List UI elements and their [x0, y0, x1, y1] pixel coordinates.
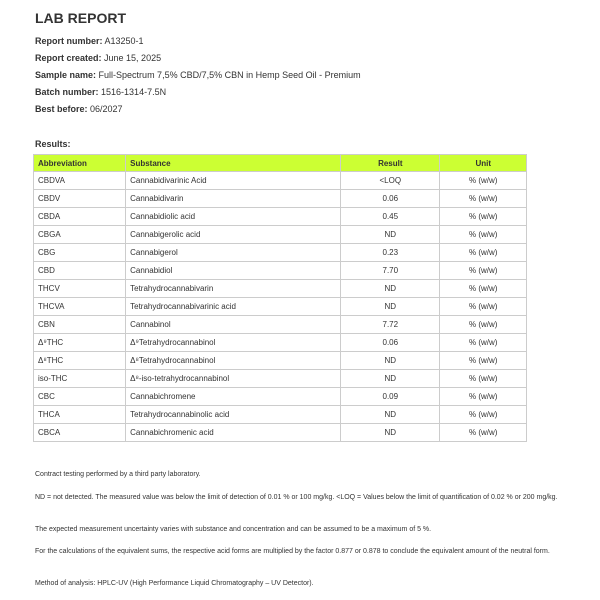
cell-result: ND	[341, 424, 440, 442]
cell-substance: Cannabichromenic acid	[126, 424, 341, 442]
cell-unit: % (w/w)	[440, 208, 527, 226]
cell-result: 0.06	[341, 334, 440, 352]
cell-abbreviation: CBDA	[34, 208, 126, 226]
note-equivalent-sums: For the calculations of the equivalent sums, the respective acid forms are multiplied by the factor 0.877 or 0.878 to conclude the equivalent amount of the neutral form.	[35, 548, 550, 555]
meta-value: A13250-1	[104, 36, 144, 46]
cell-abbreviation: CBC	[34, 388, 126, 406]
cell-substance: Cannabigerol	[126, 244, 341, 262]
meta-value: June 15, 2025	[104, 53, 162, 63]
note-contract-testing: Contract testing performed by a third party laboratory.	[35, 471, 201, 478]
meta-sample-name	[35, 70, 361, 80]
cell-result: ND	[341, 370, 440, 388]
cell-substance: Cannabidiolic acid	[126, 208, 341, 226]
cell-substance: Tetrahydrocannabivarinic acid	[126, 298, 341, 316]
cell-result: 7.70	[341, 262, 440, 280]
cell-abbreviation: THCA	[34, 406, 126, 424]
cell-substance: Tetrahydrocannabinolic acid	[126, 406, 341, 424]
cell-substance: Cannabidivarinic Acid	[126, 172, 341, 190]
cell-result: 0.23	[341, 244, 440, 262]
cell-substance: Cannabigerolic acid	[126, 226, 341, 244]
meta-report-created	[35, 53, 161, 63]
cell-abbreviation: Δ⁸THC	[34, 352, 126, 370]
results-table	[33, 154, 527, 442]
table-row	[34, 190, 527, 208]
table-row	[34, 244, 527, 262]
cell-abbreviation: CBDVA	[34, 172, 126, 190]
cell-unit: % (w/w)	[440, 352, 527, 370]
cell-unit: % (w/w)	[440, 280, 527, 298]
meta-value: Full-Spectrum 7,5% CBD/7,5% CBN in Hemp Seed Oil - Premium	[98, 70, 361, 80]
cell-unit: % (w/w)	[440, 424, 527, 442]
table-header-row	[34, 155, 527, 172]
cell-substance: Tetrahydrocannabivarin	[126, 280, 341, 298]
table-row	[34, 388, 527, 406]
table-row	[34, 208, 527, 226]
results-heading: Results:	[35, 139, 71, 149]
cell-result: ND	[341, 298, 440, 316]
cell-result: <LOQ	[341, 172, 440, 190]
cell-substance: Cannabidiol	[126, 262, 341, 280]
meta-label: Sample name:	[35, 70, 97, 80]
cell-unit: % (w/w)	[440, 190, 527, 208]
cell-unit: % (w/w)	[440, 226, 527, 244]
header-unit: Unit	[440, 155, 527, 172]
meta-batch-number	[35, 87, 166, 97]
header-abbreviation: Abbreviation	[34, 155, 126, 172]
cell-abbreviation: iso-THC	[34, 370, 126, 388]
cell-result: 7.72	[341, 316, 440, 334]
cell-unit: % (w/w)	[440, 262, 527, 280]
meta-label: Batch number:	[35, 87, 99, 97]
meta-label: Report number:	[35, 36, 103, 46]
table-row	[34, 352, 527, 370]
cell-unit: % (w/w)	[440, 172, 527, 190]
table-row	[34, 424, 527, 442]
table-row	[34, 172, 527, 190]
cell-abbreviation: CBGA	[34, 226, 126, 244]
meta-label: Report created:	[35, 53, 102, 63]
table-row	[34, 316, 527, 334]
note-method: Method of analysis: HPLC-UV (High Performance Liquid Chromatography – UV Detector).	[35, 580, 314, 587]
cell-abbreviation: CBN	[34, 316, 126, 334]
cell-unit: % (w/w)	[440, 298, 527, 316]
cell-result: 0.45	[341, 208, 440, 226]
table-row	[34, 262, 527, 280]
report-title: LAB REPORT	[35, 10, 126, 26]
cell-substance: Δ⁹Tetrahydrocannabinol	[126, 334, 341, 352]
cell-result: ND	[341, 406, 440, 424]
cell-substance: Cannabichromene	[126, 388, 341, 406]
header-substance: Substance	[126, 155, 341, 172]
cell-unit: % (w/w)	[440, 370, 527, 388]
cell-abbreviation: CBD	[34, 262, 126, 280]
cell-result: 0.09	[341, 388, 440, 406]
meta-value: 06/2027	[90, 104, 123, 114]
note-uncertainty: The expected measurement uncertainty varies with substance and concentration and can be assumed to be a maximum of 5 %.	[35, 526, 432, 533]
table-row	[34, 406, 527, 424]
table-row	[34, 280, 527, 298]
table-row	[34, 298, 527, 316]
cell-abbreviation: Δ⁹THC	[34, 334, 126, 352]
cell-abbreviation: CBCA	[34, 424, 126, 442]
table-row	[34, 370, 527, 388]
cell-result: ND	[341, 280, 440, 298]
cell-abbreviation: CBDV	[34, 190, 126, 208]
cell-substance: Cannabinol	[126, 316, 341, 334]
cell-unit: % (w/w)	[440, 406, 527, 424]
meta-label: Best before:	[35, 104, 88, 114]
cell-result: ND	[341, 226, 440, 244]
results-table-body	[34, 172, 527, 442]
note-detection-limits: ND = not detected. The measured value was below the limit of detection of 0.01 % or 100 mg/kg. <LOQ = Values below the limit of quantification of 0.02 % or 200 mg/kg.	[35, 494, 558, 501]
cell-abbreviation: CBG	[34, 244, 126, 262]
cell-substance: Δ⁸-iso-tetrahydrocannabinol	[126, 370, 341, 388]
meta-report-number	[35, 36, 144, 46]
table-row	[34, 334, 527, 352]
table-row	[34, 226, 527, 244]
cell-result: 0.06	[341, 190, 440, 208]
meta-value: 1516-1314-7.5N	[101, 87, 167, 97]
header-result: Result	[341, 155, 440, 172]
meta-best-before	[35, 104, 123, 114]
cell-substance: Cannabidivarin	[126, 190, 341, 208]
cell-unit: % (w/w)	[440, 244, 527, 262]
cell-substance: Δ⁸Tetrahydrocannabinol	[126, 352, 341, 370]
cell-result: ND	[341, 352, 440, 370]
cell-abbreviation: THCV	[34, 280, 126, 298]
cell-unit: % (w/w)	[440, 316, 527, 334]
cell-abbreviation: THCVA	[34, 298, 126, 316]
cell-unit: % (w/w)	[440, 388, 527, 406]
cell-unit: % (w/w)	[440, 334, 527, 352]
